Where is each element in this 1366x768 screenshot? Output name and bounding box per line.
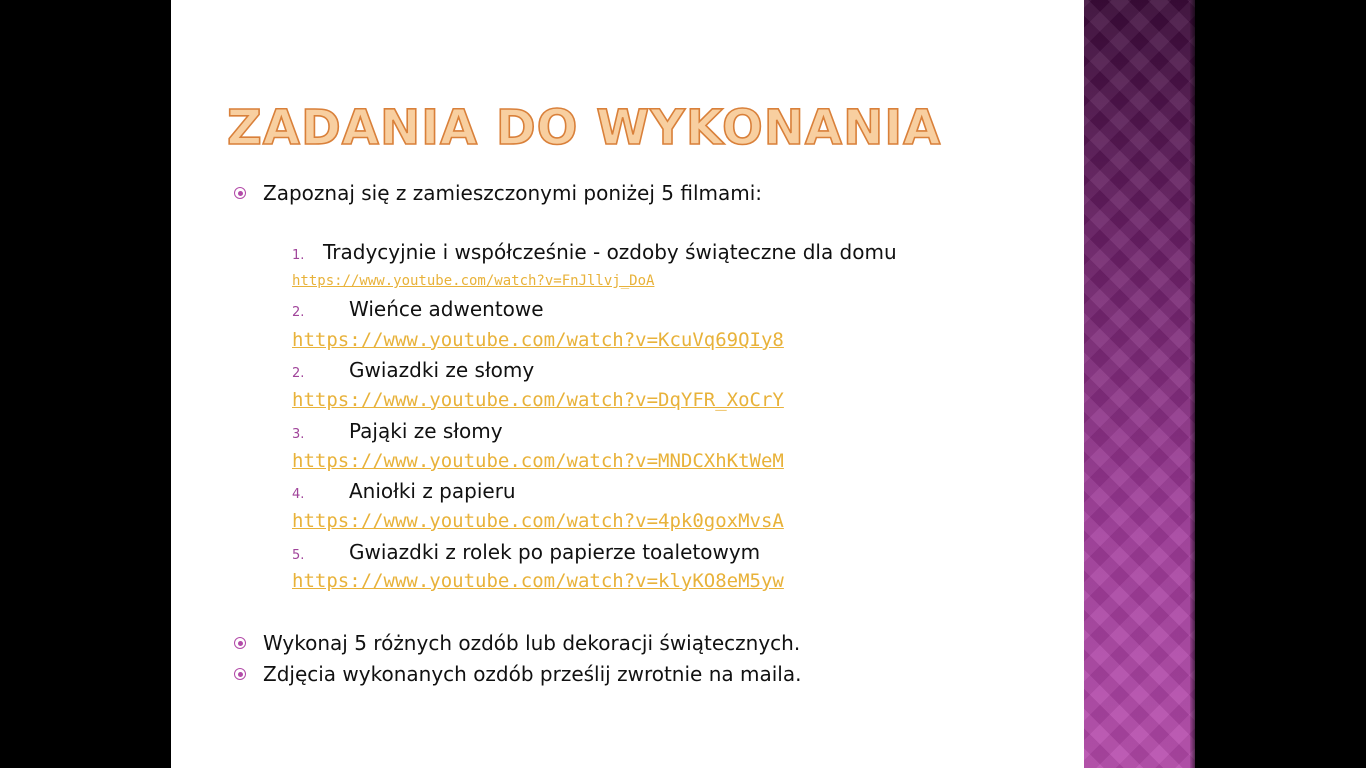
video-link[interactable]: https://www.youtube.com/watch?v=MNDCXhKtWeM: [292, 450, 784, 472]
decorative-side-band: [1084, 0, 1195, 768]
item-title: Aniołki z papieru: [349, 479, 516, 503]
list-item: [292, 540, 760, 564]
bullet-intro-text: Zapoznaj się z zamieszczonymi poniżej 5 filmami:: [263, 181, 763, 205]
bullet-send-text: Zdjęcia wykonanych ozdób prześlij zwrotnie na maila.: [263, 662, 802, 686]
item-title: Gwiazdki z rolek po papierze toaletowym: [349, 540, 761, 564]
item-title: Pająki ze słomy: [349, 419, 503, 443]
item-number: 1.: [292, 248, 305, 263]
item-number: 4.: [292, 487, 305, 502]
video-link[interactable]: https://www.youtube.com/watch?v=4pk0goxMvsA: [292, 510, 784, 532]
item-title: Tradycyjnie i współcześnie - ozdoby świąteczne dla domu: [323, 240, 897, 264]
slide-title: ZADANIA DO WYKONANIA: [227, 100, 942, 156]
video-link[interactable]: https://www.youtube.com/watch?v=klyKO8eM5yw: [292, 570, 784, 592]
item-title: Gwiazdki ze słomy: [349, 358, 535, 382]
list-item: [292, 240, 897, 264]
item-number: 5.: [292, 548, 305, 563]
item-number: 2.: [292, 366, 305, 381]
list-item: [292, 358, 534, 382]
list-item: [292, 419, 503, 443]
bullet-send: [231, 659, 801, 689]
list-item: [292, 297, 544, 321]
bullet-make: [231, 628, 800, 658]
video-link[interactable]: https://www.youtube.com/watch?v=KcuVq69QIy8: [292, 329, 784, 351]
bullet-make-text: Wykonaj 5 różnych ozdób lub dekoracji świątecznych.: [263, 631, 801, 655]
video-link[interactable]: https://www.youtube.com/watch?v=DqYFR_XoCrY: [292, 389, 784, 411]
side-band-shadow: [1190, 0, 1195, 768]
item-number: 2.: [292, 305, 305, 320]
item-number: 3.: [292, 427, 305, 442]
item-title: Wieńce adwentowe: [349, 297, 544, 321]
video-link[interactable]: https://www.youtube.com/watch?v=FnJllvj_DoA: [292, 273, 655, 289]
bullet-icon: [234, 187, 246, 199]
bullet-icon: [234, 668, 246, 680]
bullet-icon: [234, 637, 246, 649]
slide: [171, 0, 1195, 768]
list-item: [292, 479, 516, 503]
bullet-intro: [231, 178, 762, 208]
